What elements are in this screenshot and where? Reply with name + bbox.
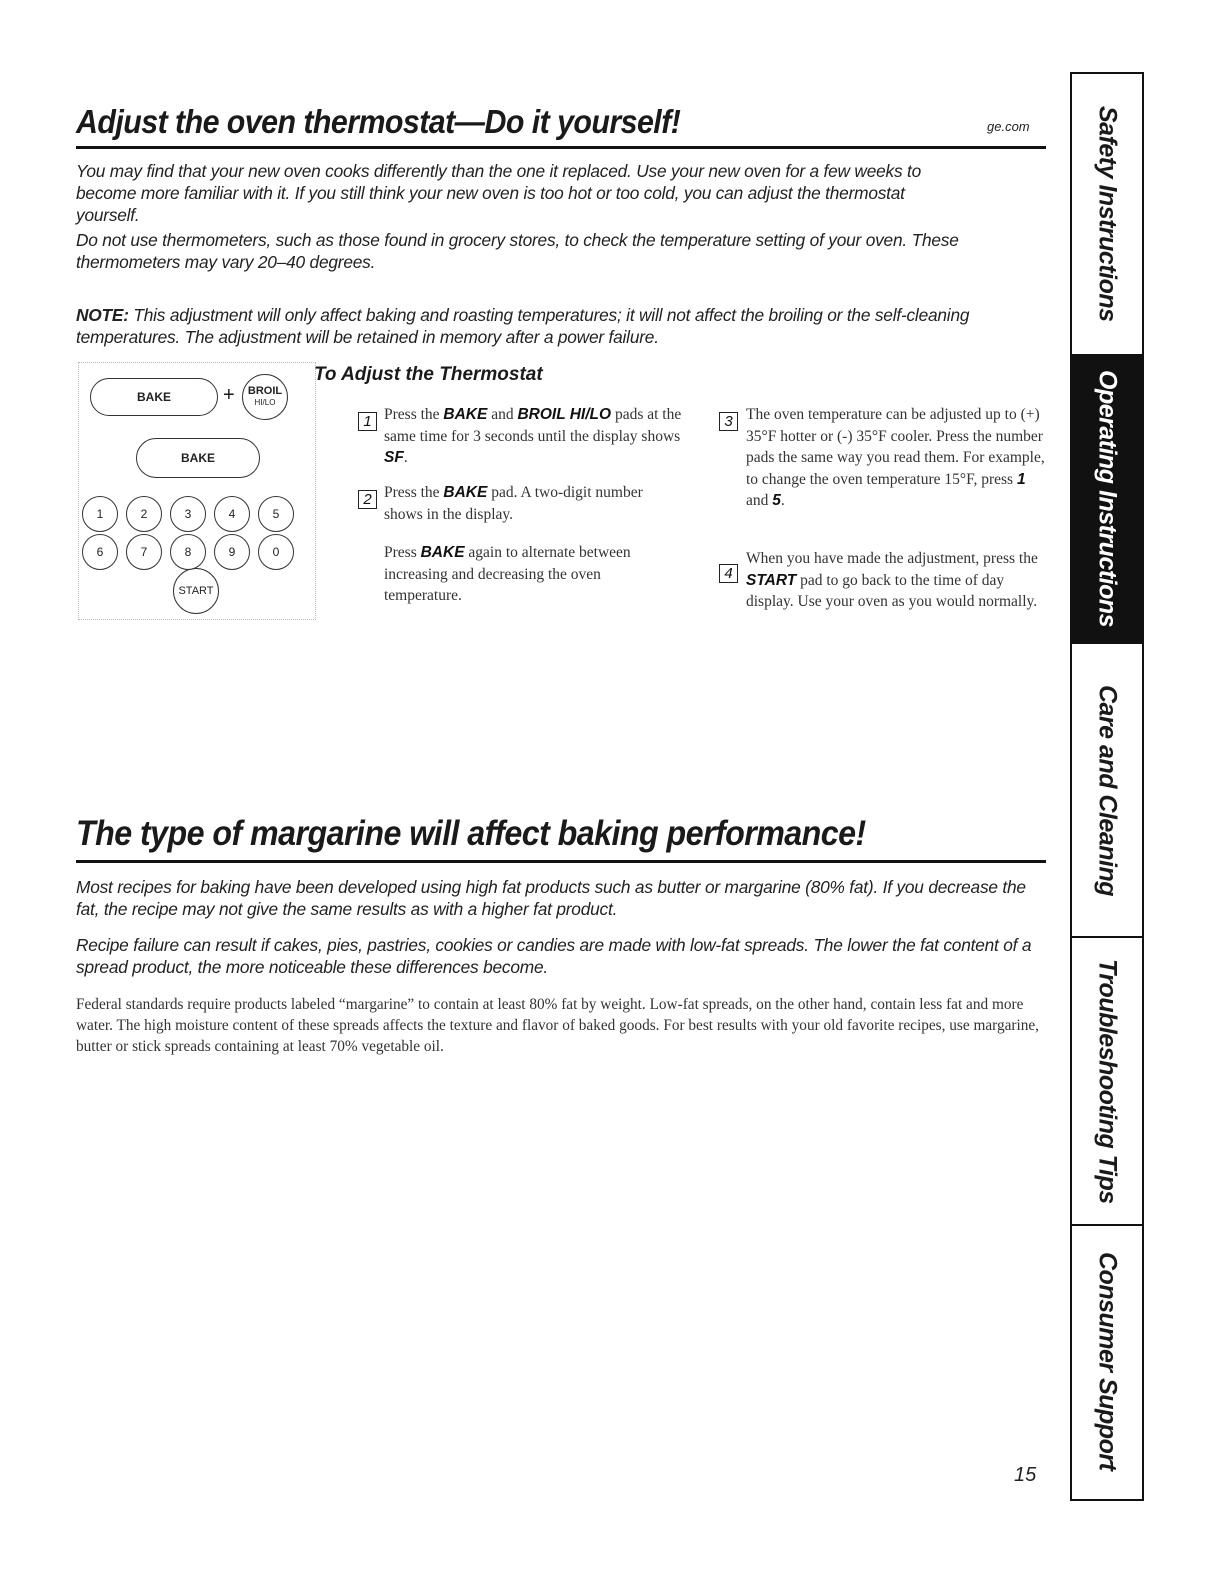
section-title-thermostat: Adjust the oven thermostat—Do it yourself!: [76, 103, 681, 140]
tab-operating-instructions[interactable]: Operating Instructions: [1072, 356, 1142, 644]
broil-label: BROIL: [247, 385, 283, 397]
note-text: This adjustment will only affect baking and roasting temperatures; it will not affect the broiling or the self-cleaning temperatures. The adjustment will be retained in memory after a power failure.: [76, 305, 970, 347]
digit-key-4: 4: [214, 496, 250, 532]
digit-key-5: 5: [258, 496, 294, 532]
site-label: ge.com: [987, 119, 1030, 134]
margarine-intro-1: Most recipes for baking have been developed using high fat products such as butter or margarine (80% fat). If you decrease the fat, the recipe may not give the same results as with a higher fat product.: [76, 877, 1026, 919]
digit-key-2: 2: [126, 496, 162, 532]
note-paragraph: [76, 304, 1031, 348]
page-number: 15: [1014, 1464, 1037, 1486]
subhead-adjust-thermostat: To Adjust the Thermostat: [314, 364, 543, 385]
digit-key-6: 6: [82, 534, 118, 570]
step-3-text: The oven temperature can be adjusted up to (+) 35°F hotter or (-) 35°F cooler. Press the number pads the same way you read them. For example, to change the oven temperature 15°F, press 1 and 5.: [746, 406, 1045, 509]
step-4-text: When you have made the adjustment, press the START pad to go back to the time of day display. Use your oven as you would normally.: [746, 550, 1038, 610]
bake-key: BAKE: [90, 378, 218, 416]
digit-key-8: 8: [170, 534, 206, 570]
margarine-body: Federal standards require products labeled “margarine” to contain at least 80% fat by weight. Low-fat spreads, on the other hand, contain less fat and more water. The high moisture content of these spreads affects the texture and flavor of baked goods. For best results with your old favorite recipes, use margarine, butter or stick spreads containing at least 70% vegetable oil.: [76, 996, 1040, 1055]
intro-paragraph-1: You may find that your new oven cooks differently than the one it replaced. Use your new oven for a few weeks to become more familiar with it. If you still think your new oven is too hot or too cold, you can adjust the thermostat yourself.: [76, 161, 922, 225]
digit-key-3: 3: [170, 496, 206, 532]
margarine-rule: [76, 860, 1046, 863]
digit-key-0: 0: [258, 534, 294, 570]
margarine-intro-2: Recipe failure can result if cakes, pies, pastries, cookies or candies are made with low-fat spreads. The lower the fat content of a spread product, the more noticeable these differences become.: [76, 935, 1032, 977]
step-3-number: 3: [719, 412, 738, 431]
tab-consumer-support[interactable]: Consumer Support: [1093, 1252, 1122, 1471]
step-4-number: 4: [719, 564, 738, 583]
title-rule: [76, 146, 1046, 149]
step-2-number: 2: [358, 490, 377, 509]
step-1-text: Press the BAKE and BROIL HI/LO pads at the same time for 3 seconds until the display shows SF.: [384, 406, 682, 466]
step-1-number: 1: [358, 412, 377, 431]
tab-care-and-cleaning[interactable]: Care and Cleaning: [1072, 644, 1142, 938]
start-key: START: [173, 568, 219, 614]
digit-key-7: 7: [126, 534, 162, 570]
section-title-margarine: The type of margarine will affect baking performance!: [76, 814, 866, 853]
tab-troubleshooting-tips[interactable]: Troubleshooting Tips: [1072, 938, 1142, 1226]
section-tabs: [1070, 72, 1144, 1501]
plus-sign: +: [223, 384, 235, 406]
digit-key-1: 1: [82, 496, 118, 532]
keypad-illustration: [78, 362, 318, 622]
step-2-text: Press the BAKE pad. A two-digit number shows in the display.: [384, 484, 643, 523]
digit-key-9: 9: [214, 534, 250, 570]
step-2b-text: Press BAKE again to alternate between increasing and decreasing the oven temperature.: [384, 544, 631, 604]
bake-key-2: BAKE: [136, 438, 260, 478]
note-label: NOTE:: [76, 305, 129, 325]
hilo-label: HI/LO: [254, 398, 276, 407]
intro-paragraph-2: Do not use thermometers, such as those found in grocery stores, to check the temperature setting of your oven. These thermometers may vary 20–40 degrees.: [76, 230, 959, 272]
broil-hilo-key: [242, 374, 288, 420]
tab-safety-instructions[interactable]: Safety Instructions: [1072, 74, 1142, 356]
